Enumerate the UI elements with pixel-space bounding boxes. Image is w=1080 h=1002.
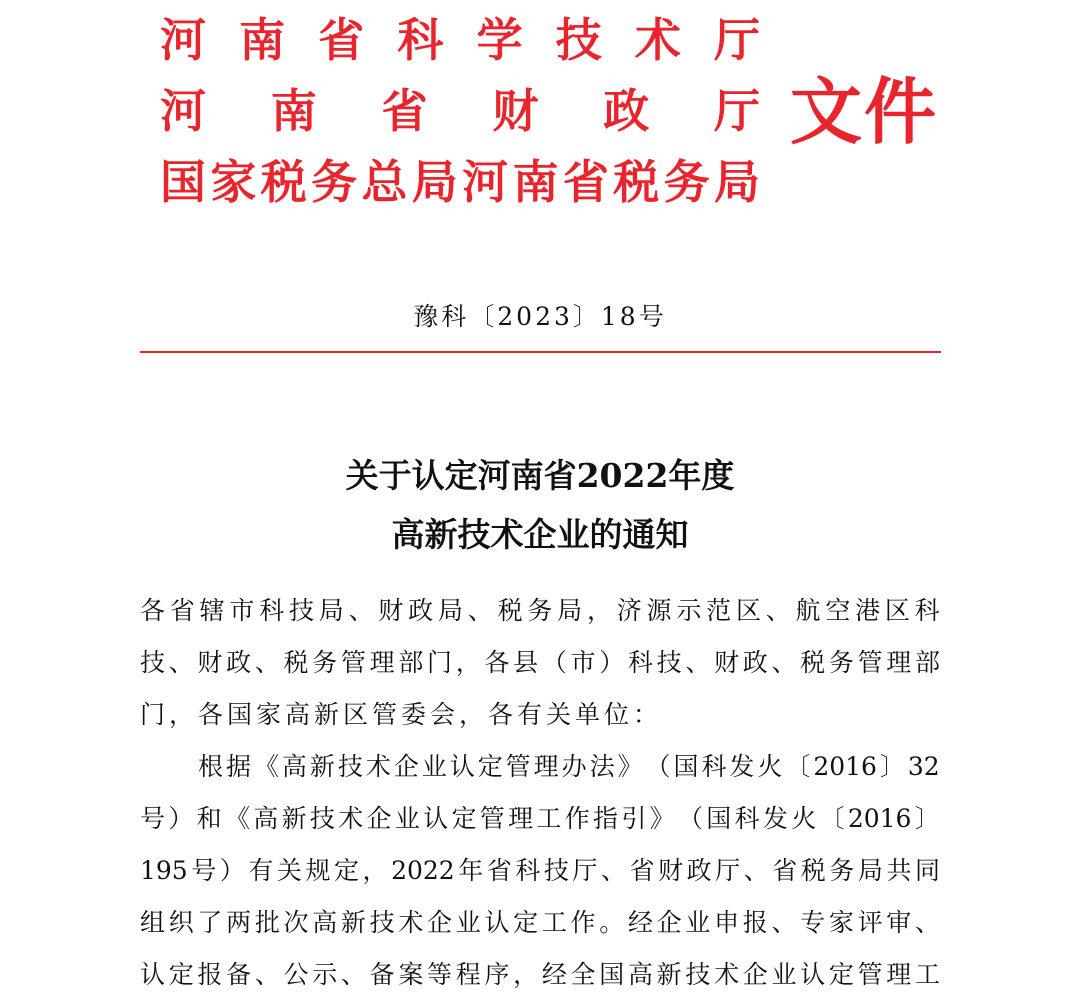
document-title-line-1: 关于认定河南省2022年度	[345, 456, 735, 495]
body-line: 号 ） 和 《 高 新 技 术 企 业 认 定 管 理 工 作 指 引 》 （ 国 科 发 火 〔 2016 〕	[140, 804, 940, 833]
issuing-agency-finance-dept: 河 南 省 财 政 厅	[160, 84, 760, 138]
body-line: 根 据 《 高 新 技 术 企 业 认 定 管 理 办 法 》 （ 国 科 发 火 〔 2016 〕 32	[198, 752, 940, 781]
body-line: 技 、 财 政 、 税 务 管 理 部 门 ， 各 县 （ 市 ） 科 技 、 财 政 、 税 务 管 理 部	[140, 648, 940, 677]
body-line: 组 织 了 两 批 次 高 新 技 术 企 业 认 定 工 作 。 经 企 业 申 报 、 专 家 评 审 、	[140, 908, 940, 937]
issuing-agency-tax-bureau: 国 家 税 务 总 局 河 南 省 税 务 局	[160, 155, 760, 209]
document-suffix: 文件	[790, 70, 939, 154]
red-divider-line	[140, 351, 941, 353]
body-line: 认 定 报 备 、 公 示 、 备 案 等 程 序 ， 经 全 国 高 新 技 术 企 业 认 定 管 理 工	[140, 960, 940, 989]
body-line: 门，各国家高新区管委会，各有关单位：	[140, 700, 663, 729]
document-title-line-2: 高新技术企业的通知	[391, 515, 689, 554]
body-line: 各 省 辖 市 科 技 局 、 财 政 局 、 税 务 局 ， 济 源 示 范 区 、 航 空 港 区 科	[140, 596, 940, 625]
document-number: 豫科〔2023〕18号	[413, 302, 667, 331]
body-line: 195 号 ） 有 关 规 定 ， 2022 年 省 科 技 厅 、 省 财 政 厅 、 省 税 务 局 共 同	[140, 856, 940, 885]
document-body	[140, 585, 940, 1001]
issuing-agency-science-dept: 河 南 省 科 学 技 术 厅	[160, 13, 760, 67]
